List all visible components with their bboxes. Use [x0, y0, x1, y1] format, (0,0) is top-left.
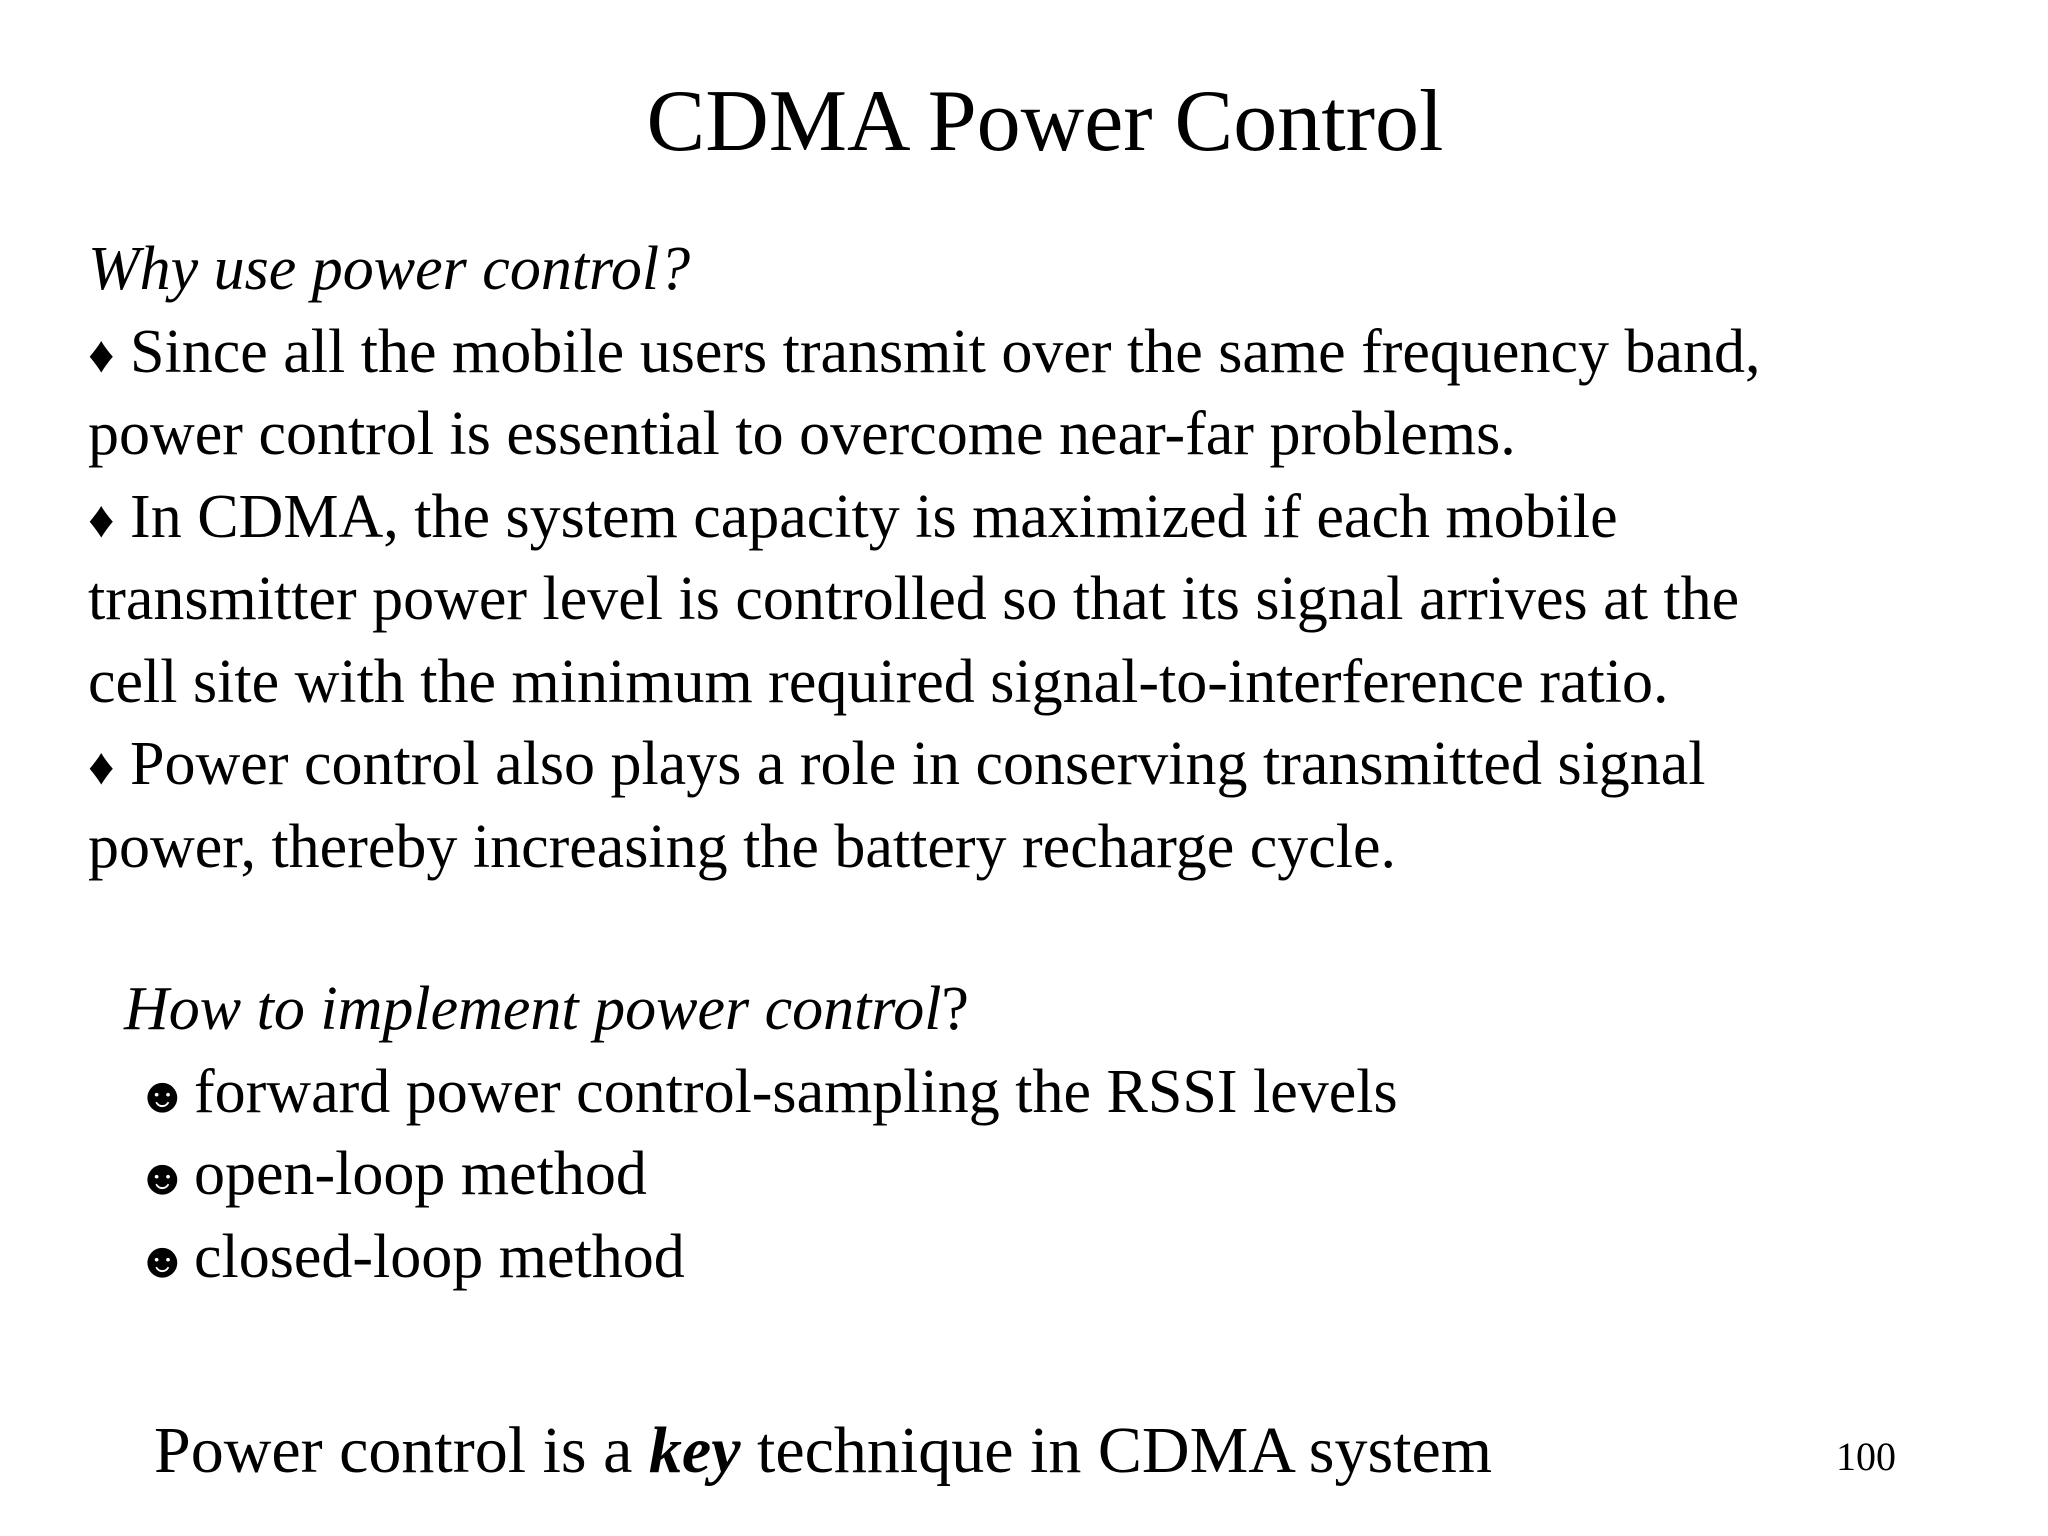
bullet-text: Since all the mobile users transmit over the same frequency band,: [130, 317, 1761, 386]
why-bullet-2-line-2: transmitter power level is controlled so that its signal arrives at the: [88, 565, 1740, 633]
how-heading: [124, 968, 1924, 1051]
slide-title: CDMA Power Control: [646, 73, 1444, 170]
how-heading-italic: How to implement power control: [124, 975, 942, 1043]
why-heading: Why use power control?: [88, 235, 691, 303]
smiley-bullet-icon: ☻: [136, 1066, 189, 1123]
diamond-bullet-icon: ♦: [88, 491, 115, 549]
bullet-text: open-loop method: [194, 1140, 647, 1208]
bullet-text: closed-loop method: [194, 1222, 685, 1291]
how-bullet-2: [124, 1133, 1924, 1216]
how-heading-suffix: ?: [941, 975, 969, 1043]
footer-after: technique in CDMA system: [740, 1414, 1493, 1487]
diamond-bullet-icon: ♦: [88, 326, 115, 384]
bullet-text: forward power control-sampling the RSSI levels: [194, 1057, 1398, 1126]
smiley-bullet-icon: ☻: [136, 1149, 189, 1205]
why-bullet-1-line-2: power control is essential to overcome near-far problems.: [88, 400, 1516, 468]
why-bullet-3-line-2: power, thereby increasing the battery recharge cycle.: [88, 812, 1397, 881]
smiley-bullet-icon: ☻: [136, 1231, 189, 1288]
diamond-bullet-icon: ♦: [88, 739, 115, 796]
page-number: 100: [1836, 1434, 1896, 1479]
bullet-text: In CDMA, the system capacity is maximized if each mobile: [130, 482, 1618, 551]
how-bullet-3: [124, 1216, 1924, 1299]
how-bullet-1: [124, 1051, 1924, 1134]
why-bullet-3-line-1: [88, 723, 2028, 806]
footer-statement: [154, 1406, 1492, 1496]
footer-key: key: [648, 1414, 741, 1487]
why-bullet-2-line-3: cell site with the minimum required signal-to-interference ratio.: [88, 647, 1669, 716]
bullet-text: Power control also plays a role in conserving transmitted signal: [130, 730, 1706, 798]
why-bullet-2-line-1: [88, 476, 2028, 559]
how-section: [124, 968, 1924, 1298]
why-section: [88, 228, 2028, 888]
footer-before: Power control is a: [154, 1414, 649, 1487]
why-bullet-1-line-1: [88, 311, 2028, 394]
